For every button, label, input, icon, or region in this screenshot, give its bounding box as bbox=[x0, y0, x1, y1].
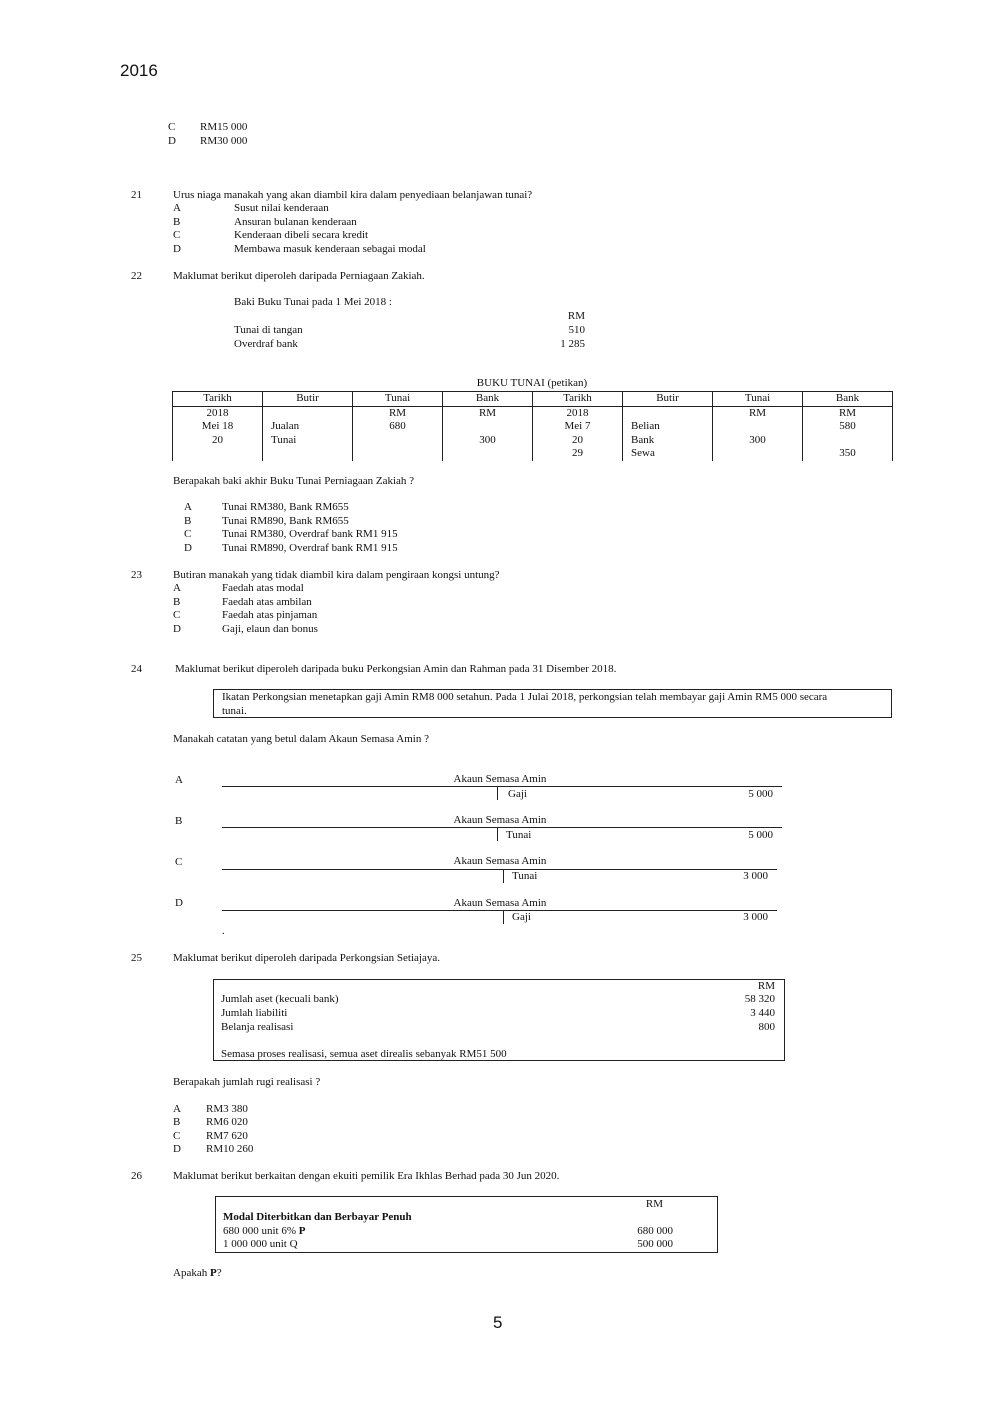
q26-number: 26 bbox=[131, 1170, 142, 1182]
q25-option-letter-b: B bbox=[173, 1116, 181, 1128]
q22-question: Maklumat berikut diperoleh daripada Perniagaan Zakiah. bbox=[173, 270, 425, 282]
cash-book-title: BUKU TUNAI (petikan) bbox=[476, 377, 588, 389]
q25-option-text-c: RM7 620 bbox=[206, 1130, 248, 1142]
account-d-amount: 3 000 bbox=[743, 911, 768, 923]
account-d-title: Akaun Semasa Amin bbox=[453, 897, 547, 909]
table-cell: 2018 bbox=[533, 406, 623, 420]
q20-option-letter-d: D bbox=[168, 135, 176, 147]
table-cell bbox=[623, 406, 713, 420]
q26-line2-value: 500 000 bbox=[637, 1238, 673, 1250]
q21-option-letter-c: C bbox=[173, 229, 181, 241]
q26-line1-bold: P bbox=[298, 1225, 306, 1237]
q24-option-letter-d: D bbox=[175, 897, 183, 909]
q22-option-text-d: Tunai RM890, Overdraf bank RM1 915 bbox=[222, 542, 398, 554]
q21-number: 21 bbox=[131, 189, 142, 201]
table-cell: Mei 18 bbox=[173, 420, 263, 434]
q22-number: 22 bbox=[131, 270, 142, 282]
q20-option-text-d: RM30 000 bbox=[200, 135, 248, 147]
table-cell bbox=[353, 434, 443, 448]
column-header: Butir bbox=[623, 392, 713, 407]
q25-option-letter-c: C bbox=[173, 1130, 181, 1142]
q22-balance-currency: RM bbox=[567, 310, 585, 322]
account-a-item: Gaji bbox=[508, 788, 527, 800]
table-row bbox=[173, 420, 893, 434]
q25-item-value: 800 bbox=[758, 1021, 775, 1033]
q25-option-text-d: RM10 260 bbox=[206, 1143, 254, 1155]
q22-balance-label-overdraft: Overdraf bank bbox=[234, 338, 298, 350]
table-cell: RM bbox=[353, 406, 443, 420]
q23-option-text-c: Faedah atas pinjaman bbox=[222, 609, 318, 621]
q26-ask-suffix: ? bbox=[216, 1267, 222, 1279]
q22-option-letter-c: C bbox=[184, 528, 192, 540]
table-cell bbox=[443, 420, 533, 434]
account-a-title: Akaun Semasa Amin bbox=[453, 773, 547, 785]
table-cell: 300 bbox=[443, 434, 533, 448]
q24-option-letter-a: A bbox=[175, 774, 183, 786]
q25-item-value: 3 440 bbox=[750, 1007, 775, 1019]
q23-option-text-b: Faedah atas ambilan bbox=[222, 596, 312, 608]
q21-option-letter-b: B bbox=[173, 216, 181, 228]
table-row bbox=[173, 447, 893, 461]
q22-balance-value-overdraft: 1 285 bbox=[560, 338, 585, 350]
table-cell bbox=[263, 406, 353, 420]
account-c-amount: 3 000 bbox=[743, 870, 768, 882]
q22-balance-label-cash: Tunai di tangan bbox=[234, 324, 303, 336]
account-c-divider bbox=[503, 869, 504, 883]
q25-item-value: 58 320 bbox=[744, 993, 775, 1005]
q22-option-letter-b: B bbox=[184, 515, 192, 527]
q24-question: Maklumat berikut diperoleh daripada buku Perkongsian Amin dan Rahman pada 31 Disember 2018. bbox=[175, 663, 617, 675]
account-c-item: Tunai bbox=[512, 870, 538, 882]
account-d-rule bbox=[222, 910, 777, 911]
q26-ask-prefix: Apakah bbox=[173, 1267, 210, 1279]
q25-item-label: Jumlah liabiliti bbox=[221, 1007, 288, 1019]
table-cell: Mei 7 bbox=[533, 420, 623, 434]
q26-heading: Modal Diterbitkan dan Berbayar Penuh bbox=[223, 1211, 412, 1223]
column-header: Tarikh bbox=[533, 392, 623, 407]
q23-option-letter-a: A bbox=[173, 582, 181, 594]
q24-option-letter-b: B bbox=[175, 815, 183, 827]
q22-balance-title: Baki Buku Tunai pada 1 Mei 2018 : bbox=[234, 296, 392, 308]
account-b-rule bbox=[222, 827, 782, 828]
q22-option-letter-d: D bbox=[184, 542, 192, 554]
account-b-title: Akaun Semasa Amin bbox=[453, 814, 547, 826]
table-cell: Belian bbox=[623, 420, 713, 434]
table-cell: 29 bbox=[533, 447, 623, 461]
q21-option-text-a: Susut nilai kenderaan bbox=[234, 202, 329, 214]
table-row bbox=[173, 434, 893, 448]
table-cell: 680 bbox=[353, 420, 443, 434]
q23-option-text-d: Gaji, elaun dan bonus bbox=[222, 623, 318, 635]
q23-question: Butiran manakah yang tidak diambil kira dalam pengiraan kongsi untung? bbox=[173, 569, 500, 581]
q26-ask bbox=[173, 1267, 222, 1280]
table-cell: 2018 bbox=[173, 406, 263, 420]
q25-option-text-b: RM6 020 bbox=[206, 1116, 248, 1128]
account-a-rule bbox=[222, 786, 782, 787]
table-cell: 580 bbox=[803, 420, 893, 434]
q20-option-letter-c: C bbox=[168, 121, 176, 133]
table-cell bbox=[803, 434, 893, 448]
table-cell: Tunai bbox=[263, 434, 353, 448]
q25-option-letter-d: D bbox=[173, 1143, 181, 1155]
table-cell: 350 bbox=[803, 447, 893, 461]
q21-option-letter-a: A bbox=[173, 202, 181, 214]
table-cell: Jualan bbox=[263, 420, 353, 434]
account-b-divider bbox=[497, 827, 498, 841]
q25-item-label: Jumlah aset (kecuali bank) bbox=[221, 993, 339, 1005]
q21-option-text-c: Kenderaan dibeli secara kredit bbox=[234, 229, 369, 241]
q26-line1-prefix: 680 000 unit 6% bbox=[223, 1225, 299, 1237]
q22-option-text-c: Tunai RM380, Overdraf bank RM1 915 bbox=[222, 528, 398, 540]
table-cell: 20 bbox=[533, 434, 623, 448]
table-cell: Sewa bbox=[623, 447, 713, 461]
q22-option-text-b: Tunai RM890, Bank RM655 bbox=[222, 515, 349, 527]
q22-balance-value-cash: 510 bbox=[568, 324, 585, 336]
q26-ask-bold: P bbox=[209, 1267, 217, 1279]
table-cell bbox=[353, 447, 443, 461]
column-header: Tunai bbox=[713, 392, 803, 407]
table-row bbox=[173, 406, 893, 420]
q21-option-letter-d: D bbox=[173, 243, 181, 255]
q25-ask: Berapakah jumlah rugi realisasi ? bbox=[173, 1076, 321, 1088]
q26-currency: RM bbox=[645, 1198, 663, 1210]
page-number: 5 bbox=[493, 1313, 503, 1332]
column-header: Tunai bbox=[353, 392, 443, 407]
q23-option-letter-c: C bbox=[173, 609, 181, 621]
q23-option-letter-d: D bbox=[173, 623, 181, 635]
cash-book-table bbox=[172, 391, 893, 461]
table-cell bbox=[263, 447, 353, 461]
q20-option-text-c: RM15 000 bbox=[200, 121, 248, 133]
table-cell: RM bbox=[803, 406, 893, 420]
table-cell: 300 bbox=[713, 434, 803, 448]
cash-book-header-row bbox=[173, 392, 893, 407]
table-cell: RM bbox=[713, 406, 803, 420]
q26-line1-label bbox=[223, 1225, 306, 1238]
q25-option-text-a: RM3 380 bbox=[206, 1103, 248, 1115]
table-cell bbox=[173, 447, 263, 461]
q22-option-letter-a: A bbox=[184, 501, 192, 513]
q25-number: 25 bbox=[131, 952, 142, 964]
q25-option-letter-a: A bbox=[173, 1103, 181, 1115]
table-cell bbox=[713, 420, 803, 434]
q24-box-line1: Ikatan Perkongsian menetapkan gaji Amin RM8 000 setahun. Pada 1 Julai 2018, perkongsian telah membayar gaji Amin RM5 000 secara bbox=[222, 691, 828, 703]
q25-currency: RM bbox=[757, 980, 775, 992]
q25-item-label: Belanja realisasi bbox=[221, 1021, 294, 1033]
q26-line1-value: 680 000 bbox=[637, 1225, 673, 1237]
account-b-amount: 5 000 bbox=[748, 829, 773, 841]
q24-option-letter-c: C bbox=[175, 856, 183, 868]
table-cell: RM bbox=[443, 406, 533, 420]
q24-box-line2: tunai. bbox=[222, 705, 247, 717]
q21-option-text-b: Ansuran bulanan kenderaan bbox=[234, 216, 357, 228]
year-header: 2016 bbox=[120, 61, 158, 80]
account-a-amount: 5 000 bbox=[748, 788, 773, 800]
q25-note: Semasa proses realisasi, semua aset direalis sebanyak RM51 500 bbox=[221, 1048, 507, 1060]
q25-question: Maklumat berikut diperoleh daripada Perkongsian Setiajaya. bbox=[173, 952, 440, 964]
q23-option-text-a: Faedah atas modal bbox=[222, 582, 304, 594]
column-header: Tarikh bbox=[173, 392, 263, 407]
q26-question: Maklumat berikut berkaitan dengan ekuiti pemilik Era Ikhlas Berhad pada 30 Jun 2020. bbox=[173, 1170, 560, 1182]
account-d-divider bbox=[503, 910, 504, 924]
table-cell bbox=[713, 447, 803, 461]
table-cell bbox=[443, 447, 533, 461]
q23-option-letter-b: B bbox=[173, 596, 181, 608]
account-b-item: Tunai bbox=[506, 829, 532, 841]
trailing-dot: . bbox=[222, 925, 225, 937]
q21-option-text-d: Membawa masuk kenderaan sebagai modal bbox=[234, 243, 426, 255]
table-cell: Bank bbox=[623, 434, 713, 448]
account-c-rule bbox=[222, 869, 777, 870]
table-cell: 20 bbox=[173, 434, 263, 448]
column-header: Butir bbox=[263, 392, 353, 407]
q24-number: 24 bbox=[131, 663, 142, 675]
q23-number: 23 bbox=[131, 569, 142, 581]
column-header: Bank bbox=[803, 392, 893, 407]
column-header: Bank bbox=[443, 392, 533, 407]
q22-option-text-a: Tunai RM380, Bank RM655 bbox=[222, 501, 349, 513]
q22-ask: Berapakah baki akhir Buku Tunai Perniagaan Zakiah ? bbox=[173, 475, 415, 487]
account-c-title: Akaun Semasa Amin bbox=[453, 855, 547, 867]
q26-line2-label: 1 000 000 unit Q bbox=[223, 1238, 298, 1250]
q21-question: Urus niaga manakah yang akan diambil kira dalam penyediaan belanjawan tunai? bbox=[173, 189, 533, 201]
account-d-item: Gaji bbox=[512, 911, 531, 923]
account-a-divider bbox=[497, 786, 498, 800]
q24-ask: Manakah catatan yang betul dalam Akaun Semasa Amin ? bbox=[173, 733, 429, 745]
